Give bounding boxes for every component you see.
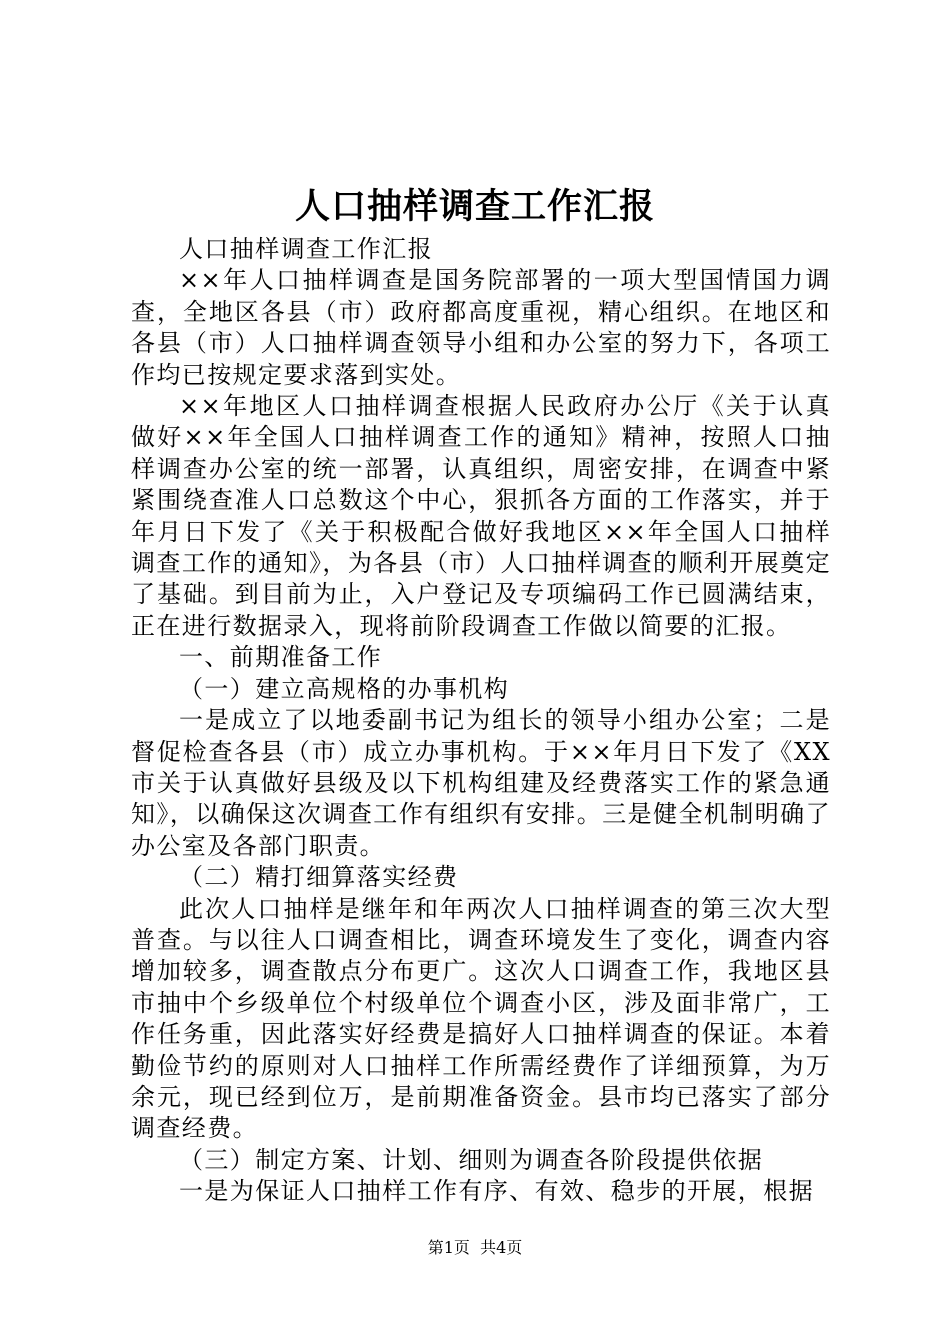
page-total: 共4页 bbox=[480, 1238, 523, 1257]
paragraph: ××年地区人口抽样调查根据人民政府办公厅《关于认真做好××年全国人口抽样调查工作的通知》精神，按照人口抽样调查办公室的统一部署，认真组织，周密安排，在调查中紧紧围绕查准人口总数这个中心，狠抓各方面的工作落实，并于年月日下发了《关于积极配合做好我地区××年全国人口抽样调查工作的通知》，为各县（市）人口抽样调查的顺利开展奠定了基础。到目前为止，入户登记及专项编码工作已圆满结束，正在进行数据录入，现将前阶段调查工作做以简要的汇报。 bbox=[131, 392, 831, 640]
subsection-heading: （一）建立高规格的办事机构 bbox=[179, 674, 510, 703]
subsection-heading: （二）精打细算落实经费 bbox=[179, 863, 459, 892]
document-title: 人口抽样调查工作汇报 bbox=[294, 186, 655, 227]
subsection-heading: （三）制定方案、计划、细则为调查各阶段提供依据 bbox=[179, 1145, 764, 1174]
page-footer bbox=[0, 1237, 950, 1259]
document-body bbox=[131, 234, 831, 1208]
paragraph: ××年人口抽样调查是国务院部署的一项大型国情国力调查，全地区各县（市）政府都高度重视，精心组织。在地区和各县（市）人口抽样调查领导小组和办公室的努力下，各项工作均已按规定要求落到实处。 bbox=[131, 266, 831, 389]
paragraph: 此次人口抽样是继年和年两次人口抽样调查的第三次大型普查。与以往人口调查相比，调查环境发生了变化，调查内容增加较多，调查散点分布更广。这次人口调查工作，我地区县市抽中个乡级单位个村级单位个调查小区，涉及面非常广，工作任务重，因此落实好经费是搞好人口抽样调查的保证。本着勤俭节约的原则对人口抽样工作所需经费作了详细预算，为万余元，现已经到位万，是前期准备资金。县市均已落实了部分调查经费。 bbox=[131, 894, 831, 1143]
section-heading: 一、前期准备工作 bbox=[179, 643, 383, 672]
page-number: 第1页 bbox=[427, 1238, 470, 1257]
paragraph: 一是成立了以地委副书记为组长的领导小组办公室；二是督促检查各县（市）成立办事机构。于××年月日下发了《XX市关于认真做好县级及以下机构组建及经费落实工作的紧急通知》，以确保这次调查工作有组织有安排。三是健全机制明确了办公室及各部门职责。 bbox=[131, 706, 831, 860]
paragraph: 一是为保证人口抽样工作有序、有效、稳步的开展，根据 bbox=[179, 1177, 814, 1206]
paragraph: 人口抽样调查工作汇报 bbox=[179, 235, 433, 263]
